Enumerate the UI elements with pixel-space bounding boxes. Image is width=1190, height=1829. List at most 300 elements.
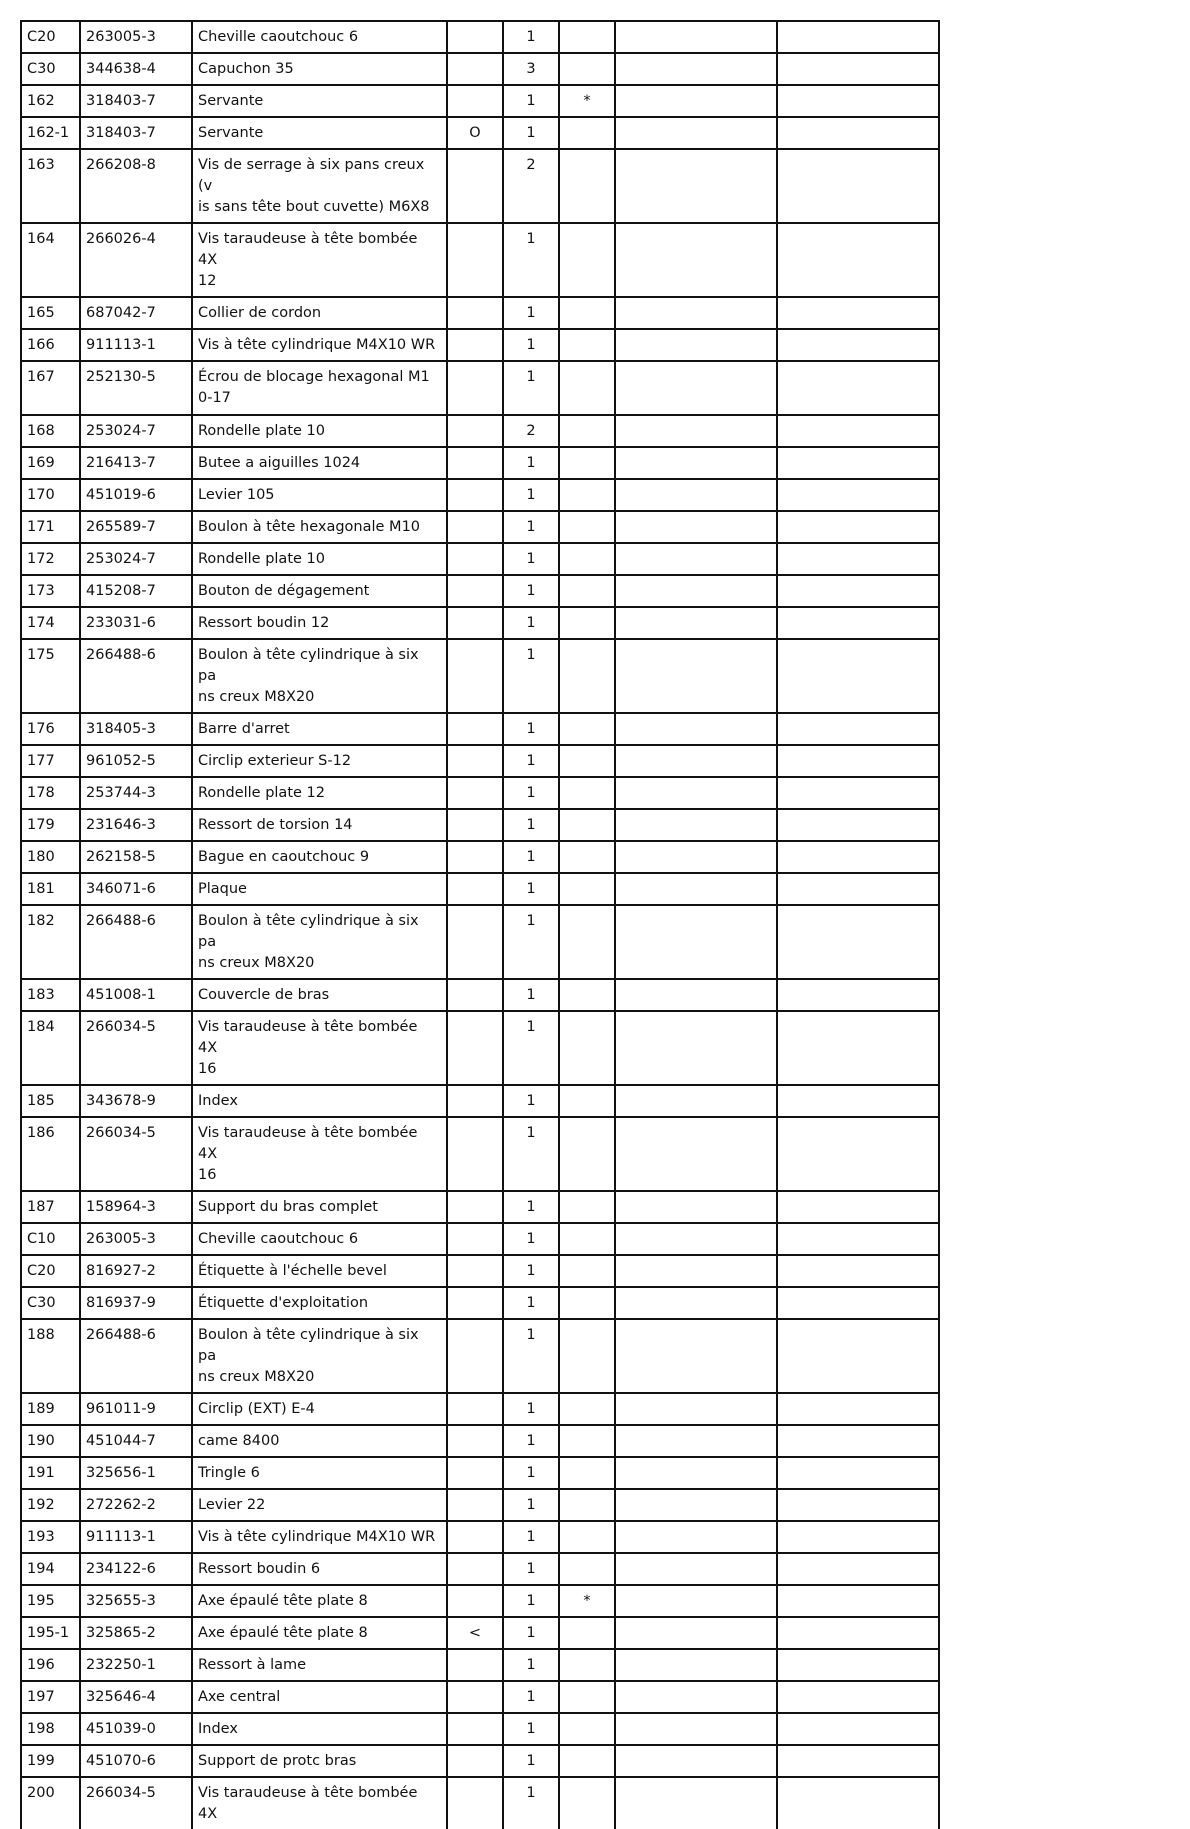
- part-number-cell: 451039-0: [80, 1713, 192, 1745]
- table-row: [21, 1777, 939, 1829]
- ref-cell: 172: [21, 543, 80, 575]
- blank-cell: [615, 447, 777, 479]
- part-number-cell: 272262-2: [80, 1489, 192, 1521]
- part-number-cell: 262158-5: [80, 841, 192, 873]
- mark-cell: [447, 1489, 503, 1521]
- ref-cell: 173: [21, 575, 80, 607]
- note-cell: [559, 543, 615, 575]
- table-row: [21, 1117, 939, 1191]
- description-cell: Levier 105: [192, 479, 447, 511]
- table-row: [21, 575, 939, 607]
- table-row: [21, 361, 939, 415]
- note-cell: [559, 1777, 615, 1829]
- mark-cell: [447, 1745, 503, 1777]
- description-cell: Levier 22: [192, 1489, 447, 1521]
- part-number-cell: 216413-7: [80, 447, 192, 479]
- mark-cell: [447, 1117, 503, 1191]
- mark-cell: [447, 1223, 503, 1255]
- description-cell: Axe épaulé tête plate 8: [192, 1585, 447, 1617]
- table-row: [21, 85, 939, 117]
- mark-cell: [447, 905, 503, 979]
- part-number-cell: 266488-6: [80, 1319, 192, 1393]
- table-row: [21, 1287, 939, 1319]
- blank-cell: [777, 575, 939, 607]
- table-row: [21, 1585, 939, 1617]
- ref-cell: 163: [21, 149, 80, 223]
- quantity-cell: 1: [503, 511, 559, 543]
- blank-cell: [615, 1777, 777, 1829]
- quantity-cell: 1: [503, 223, 559, 297]
- note-cell: [559, 777, 615, 809]
- table-row: [21, 607, 939, 639]
- part-number-cell: 263005-3: [80, 21, 192, 53]
- description-cell: Vis taraudeuse à tête bombée 4X 16: [192, 1117, 447, 1191]
- quantity-cell: 1: [503, 1223, 559, 1255]
- note-cell: [559, 1649, 615, 1681]
- blank-cell: [615, 21, 777, 53]
- ref-cell: C20: [21, 21, 80, 53]
- blank-cell: [615, 575, 777, 607]
- note-cell: [559, 639, 615, 713]
- blank-cell: [615, 149, 777, 223]
- quantity-cell: 1: [503, 543, 559, 575]
- quantity-cell: 1: [503, 1457, 559, 1489]
- mark-cell: [447, 1085, 503, 1117]
- table-row: [21, 543, 939, 575]
- blank-cell: [777, 841, 939, 873]
- table-row: [21, 447, 939, 479]
- description-cell: Rondelle plate 10: [192, 543, 447, 575]
- blank-cell: [615, 53, 777, 85]
- description-cell: Cheville caoutchouc 6: [192, 21, 447, 53]
- quantity-cell: 1: [503, 1489, 559, 1521]
- ref-cell: 171: [21, 511, 80, 543]
- table-row: [21, 21, 939, 53]
- note-cell: [559, 297, 615, 329]
- description-cell: Ressort de torsion 14: [192, 809, 447, 841]
- ref-cell: 195-1: [21, 1617, 80, 1649]
- blank-cell: [615, 511, 777, 543]
- description-cell: Boulon à tête cylindrique à six pa ns creux M8X20: [192, 639, 447, 713]
- blank-cell: [777, 1745, 939, 1777]
- table-row: [21, 1745, 939, 1777]
- description-cell: Bouton de dégagement: [192, 575, 447, 607]
- description-cell: Étiquette à l'échelle bevel: [192, 1255, 447, 1287]
- blank-cell: [777, 53, 939, 85]
- blank-cell: [777, 21, 939, 53]
- quantity-cell: 1: [503, 1681, 559, 1713]
- part-number-cell: 231646-3: [80, 809, 192, 841]
- blank-cell: [777, 1681, 939, 1713]
- part-number-cell: 252130-5: [80, 361, 192, 415]
- description-cell: Circlip (EXT) E-4: [192, 1393, 447, 1425]
- description-cell: Rondelle plate 12: [192, 777, 447, 809]
- note-cell: [559, 415, 615, 447]
- table-row: [21, 1457, 939, 1489]
- note-cell: [559, 329, 615, 361]
- ref-cell: 177: [21, 745, 80, 777]
- ref-cell: C20: [21, 1255, 80, 1287]
- note-cell: [559, 809, 615, 841]
- mark-cell: [447, 1191, 503, 1223]
- table-row: [21, 1617, 939, 1649]
- note-cell: [559, 149, 615, 223]
- parts-list-page: [20, 20, 940, 1829]
- description-cell: Rondelle plate 10: [192, 415, 447, 447]
- mark-cell: [447, 447, 503, 479]
- description-cell: Capuchon 35: [192, 53, 447, 85]
- mark-cell: [447, 479, 503, 511]
- note-cell: [559, 511, 615, 543]
- quantity-cell: 1: [503, 21, 559, 53]
- blank-cell: [615, 809, 777, 841]
- quantity-cell: 1: [503, 1191, 559, 1223]
- part-number-cell: 911113-1: [80, 1521, 192, 1553]
- blank-cell: [777, 1393, 939, 1425]
- blank-cell: [615, 1553, 777, 1585]
- blank-cell: [615, 1457, 777, 1489]
- quantity-cell: 1: [503, 361, 559, 415]
- blank-cell: [777, 1489, 939, 1521]
- description-cell: Servante: [192, 117, 447, 149]
- table-row: [21, 53, 939, 85]
- table-row: [21, 1223, 939, 1255]
- ref-cell: 162-1: [21, 117, 80, 149]
- note-cell: [559, 1457, 615, 1489]
- description-cell: Axe épaulé tête plate 8: [192, 1617, 447, 1649]
- note-cell: [559, 1745, 615, 1777]
- part-number-cell: 346071-6: [80, 873, 192, 905]
- ref-cell: 188: [21, 1319, 80, 1393]
- blank-cell: [615, 841, 777, 873]
- blank-cell: [615, 1011, 777, 1085]
- description-cell: Tringle 6: [192, 1457, 447, 1489]
- quantity-cell: 1: [503, 1553, 559, 1585]
- mark-cell: <: [447, 1617, 503, 1649]
- blank-cell: [777, 1649, 939, 1681]
- blank-cell: [777, 1191, 939, 1223]
- mark-cell: [447, 415, 503, 447]
- table-row: [21, 1011, 939, 1085]
- mark-cell: [447, 85, 503, 117]
- part-number-cell: 266034-5: [80, 1117, 192, 1191]
- table-row: [21, 415, 939, 447]
- ref-cell: 184: [21, 1011, 80, 1085]
- ref-cell: 193: [21, 1521, 80, 1553]
- description-cell: Axe central: [192, 1681, 447, 1713]
- blank-cell: [777, 873, 939, 905]
- mark-cell: [447, 1319, 503, 1393]
- quantity-cell: 1: [503, 447, 559, 479]
- blank-cell: [615, 1255, 777, 1287]
- blank-cell: [615, 543, 777, 575]
- table-row: [21, 1191, 939, 1223]
- mark-cell: [447, 361, 503, 415]
- blank-cell: [777, 639, 939, 713]
- mark-cell: [447, 511, 503, 543]
- part-number-cell: 816927-2: [80, 1255, 192, 1287]
- description-cell: came 8400: [192, 1425, 447, 1457]
- ref-cell: 186: [21, 1117, 80, 1191]
- description-cell: Écrou de blocage hexagonal M1 0-17: [192, 361, 447, 415]
- quantity-cell: 1: [503, 1319, 559, 1393]
- part-number-cell: 961011-9: [80, 1393, 192, 1425]
- note-cell: [559, 841, 615, 873]
- blank-cell: [615, 745, 777, 777]
- table-row: [21, 639, 939, 713]
- parts-table-body: [21, 21, 939, 1829]
- blank-cell: [615, 979, 777, 1011]
- part-number-cell: 343678-9: [80, 1085, 192, 1117]
- blank-cell: [777, 149, 939, 223]
- table-row: [21, 1681, 939, 1713]
- quantity-cell: 1: [503, 1585, 559, 1617]
- note-cell: [559, 223, 615, 297]
- blank-cell: [777, 223, 939, 297]
- mark-cell: [447, 53, 503, 85]
- mark-cell: [447, 1425, 503, 1457]
- blank-cell: [777, 479, 939, 511]
- note-cell: *: [559, 85, 615, 117]
- note-cell: [559, 607, 615, 639]
- blank-cell: [615, 873, 777, 905]
- mark-cell: [447, 149, 503, 223]
- table-row: [21, 297, 939, 329]
- mark-cell: [447, 873, 503, 905]
- mark-cell: [447, 21, 503, 53]
- quantity-cell: 1: [503, 1255, 559, 1287]
- quantity-cell: 1: [503, 1617, 559, 1649]
- blank-cell: [615, 905, 777, 979]
- ref-cell: 178: [21, 777, 80, 809]
- note-cell: [559, 361, 615, 415]
- blank-cell: [777, 607, 939, 639]
- quantity-cell: 1: [503, 1085, 559, 1117]
- mark-cell: [447, 1393, 503, 1425]
- table-row: [21, 511, 939, 543]
- part-number-cell: 253024-7: [80, 543, 192, 575]
- blank-cell: [777, 905, 939, 979]
- blank-cell: [615, 1649, 777, 1681]
- ref-cell: 166: [21, 329, 80, 361]
- ref-cell: 187: [21, 1191, 80, 1223]
- note-cell: [559, 1319, 615, 1393]
- description-cell: Vis de serrage à six pans creux (v is sans tête bout cuvette) M6X8: [192, 149, 447, 223]
- description-cell: Ressort à lame: [192, 1649, 447, 1681]
- part-number-cell: 232250-1: [80, 1649, 192, 1681]
- ref-cell: 179: [21, 809, 80, 841]
- part-number-cell: 325656-1: [80, 1457, 192, 1489]
- part-number-cell: 253024-7: [80, 415, 192, 447]
- part-number-cell: 233031-6: [80, 607, 192, 639]
- part-number-cell: 318403-7: [80, 117, 192, 149]
- ref-cell: 170: [21, 479, 80, 511]
- quantity-cell: 1: [503, 905, 559, 979]
- part-number-cell: 816937-9: [80, 1287, 192, 1319]
- quantity-cell: 2: [503, 149, 559, 223]
- blank-cell: [777, 745, 939, 777]
- description-cell: Index: [192, 1085, 447, 1117]
- blank-cell: [615, 297, 777, 329]
- table-row: [21, 1713, 939, 1745]
- mark-cell: [447, 1553, 503, 1585]
- mark-cell: [447, 639, 503, 713]
- blank-cell: [615, 1393, 777, 1425]
- blank-cell: [615, 479, 777, 511]
- note-cell: [559, 1713, 615, 1745]
- table-row: [21, 223, 939, 297]
- table-row: [21, 1393, 939, 1425]
- note-cell: [559, 979, 615, 1011]
- ref-cell: 191: [21, 1457, 80, 1489]
- quantity-cell: 1: [503, 1713, 559, 1745]
- blank-cell: [615, 1117, 777, 1191]
- note-cell: [559, 447, 615, 479]
- note-cell: *: [559, 1585, 615, 1617]
- note-cell: [559, 1489, 615, 1521]
- quantity-cell: 1: [503, 1521, 559, 1553]
- blank-cell: [615, 1521, 777, 1553]
- ref-cell: 176: [21, 713, 80, 745]
- quantity-cell: 1: [503, 745, 559, 777]
- mark-cell: [447, 1521, 503, 1553]
- blank-cell: [615, 713, 777, 745]
- ref-cell: 183: [21, 979, 80, 1011]
- quantity-cell: 1: [503, 1011, 559, 1085]
- table-row: [21, 777, 939, 809]
- part-number-cell: 415208-7: [80, 575, 192, 607]
- description-cell: Ressort boudin 12: [192, 607, 447, 639]
- ref-cell: C30: [21, 53, 80, 85]
- mark-cell: [447, 979, 503, 1011]
- part-number-cell: 344638-4: [80, 53, 192, 85]
- part-number-cell: 266488-6: [80, 639, 192, 713]
- blank-cell: [615, 1085, 777, 1117]
- description-cell: Barre d'arret: [192, 713, 447, 745]
- blank-cell: [777, 85, 939, 117]
- quantity-cell: 1: [503, 713, 559, 745]
- part-number-cell: 325655-3: [80, 1585, 192, 1617]
- blank-cell: [777, 809, 939, 841]
- blank-cell: [777, 1457, 939, 1489]
- quantity-cell: 1: [503, 117, 559, 149]
- description-cell: Servante: [192, 85, 447, 117]
- part-number-cell: 451044-7: [80, 1425, 192, 1457]
- blank-cell: [615, 415, 777, 447]
- blank-cell: [615, 223, 777, 297]
- note-cell: [559, 1681, 615, 1713]
- mark-cell: [447, 543, 503, 575]
- ref-cell: 192: [21, 1489, 80, 1521]
- table-row: [21, 1553, 939, 1585]
- table-row: [21, 329, 939, 361]
- table-row: [21, 1085, 939, 1117]
- ref-cell: 165: [21, 297, 80, 329]
- blank-cell: [615, 361, 777, 415]
- blank-cell: [615, 1745, 777, 1777]
- part-number-cell: 266026-4: [80, 223, 192, 297]
- part-number-cell: 266488-6: [80, 905, 192, 979]
- part-number-cell: 265589-7: [80, 511, 192, 543]
- table-row: [21, 809, 939, 841]
- mark-cell: [447, 1681, 503, 1713]
- blank-cell: [615, 1489, 777, 1521]
- description-cell: Étiquette d'exploitation: [192, 1287, 447, 1319]
- quantity-cell: 1: [503, 1425, 559, 1457]
- mark-cell: [447, 1649, 503, 1681]
- ref-cell: 190: [21, 1425, 80, 1457]
- description-cell: Vis taraudeuse à tête bombée 4X 12: [192, 223, 447, 297]
- blank-cell: [777, 511, 939, 543]
- blank-cell: [777, 1011, 939, 1085]
- description-cell: Boulon à tête hexagonale M10: [192, 511, 447, 543]
- part-number-cell: 961052-5: [80, 745, 192, 777]
- note-cell: [559, 1011, 615, 1085]
- quantity-cell: 2: [503, 415, 559, 447]
- ref-cell: 168: [21, 415, 80, 447]
- mark-cell: [447, 223, 503, 297]
- mark-cell: [447, 297, 503, 329]
- ref-cell: 167: [21, 361, 80, 415]
- ref-cell: 175: [21, 639, 80, 713]
- part-number-cell: 325646-4: [80, 1681, 192, 1713]
- blank-cell: [615, 1287, 777, 1319]
- blank-cell: [777, 1117, 939, 1191]
- ref-cell: 162: [21, 85, 80, 117]
- mark-cell: [447, 329, 503, 361]
- mark-cell: [447, 1255, 503, 1287]
- note-cell: [559, 1521, 615, 1553]
- description-cell: Butee a aiguilles 1024: [192, 447, 447, 479]
- ref-cell: 198: [21, 1713, 80, 1745]
- quantity-cell: 1: [503, 873, 559, 905]
- part-number-cell: 266034-5: [80, 1777, 192, 1829]
- note-cell: [559, 21, 615, 53]
- parts-table: [20, 20, 940, 1829]
- ref-cell: C30: [21, 1287, 80, 1319]
- description-cell: Bague en caoutchouc 9: [192, 841, 447, 873]
- ref-cell: 195: [21, 1585, 80, 1617]
- description-cell: Boulon à tête cylindrique à six pa ns creux M8X20: [192, 905, 447, 979]
- part-number-cell: 911113-1: [80, 329, 192, 361]
- blank-cell: [777, 1223, 939, 1255]
- description-cell: Couvercle de bras: [192, 979, 447, 1011]
- description-cell: Boulon à tête cylindrique à six pa ns creux M8X20: [192, 1319, 447, 1393]
- blank-cell: [615, 1681, 777, 1713]
- blank-cell: [615, 639, 777, 713]
- part-number-cell: 253744-3: [80, 777, 192, 809]
- blank-cell: [777, 361, 939, 415]
- description-cell: Plaque: [192, 873, 447, 905]
- ref-cell: 164: [21, 223, 80, 297]
- blank-cell: [615, 607, 777, 639]
- note-cell: [559, 1287, 615, 1319]
- part-number-cell: 451019-6: [80, 479, 192, 511]
- table-row: [21, 1319, 939, 1393]
- blank-cell: [777, 1255, 939, 1287]
- table-row: [21, 905, 939, 979]
- part-number-cell: 451070-6: [80, 1745, 192, 1777]
- part-number-cell: 158964-3: [80, 1191, 192, 1223]
- quantity-cell: 1: [503, 479, 559, 511]
- ref-cell: 196: [21, 1649, 80, 1681]
- part-number-cell: 234122-6: [80, 1553, 192, 1585]
- mark-cell: [447, 777, 503, 809]
- description-cell: Collier de cordon: [192, 297, 447, 329]
- ref-cell: 181: [21, 873, 80, 905]
- blank-cell: [777, 1319, 939, 1393]
- note-cell: [559, 1191, 615, 1223]
